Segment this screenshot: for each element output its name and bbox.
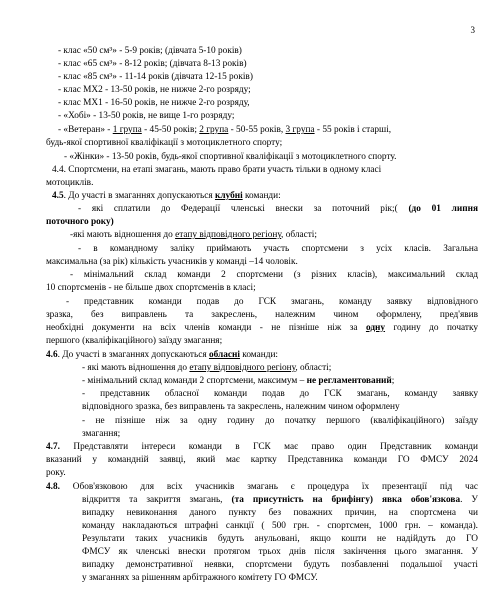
para-4-8-cont1: відкриття та закриття змагань, (та присутність на брифінгу) явка обов'язкова. У: [82, 495, 478, 505]
class-50: - клас «50 см³» - 5-9 років; (дівчата 5-10 років): [58, 46, 242, 56]
para-4-6-item-d-cont: змагання;: [82, 429, 121, 439]
para-4-5-item-a: - які сплатили до Федерації членські внески за поточний рік;( (до 01 липня: [78, 204, 478, 214]
para-4-5-item-e-cont2: необхідні документи на всіх членів команди - не пізніше ніж за одну годину до початку: [46, 323, 478, 333]
para-4-8-cont3: команду накладаються штрафні санкції ( 500 грн. - спортсмен, 1000 грн. – команда).: [82, 521, 478, 531]
para-4-8: 4.8. Обов'язковою для всіх учасників змагань є процедура їх презентації під час: [46, 482, 478, 492]
page-number: 3: [470, 25, 475, 35]
para-4-6-item-b: - мінімальний склад команди 2 спортсмени, максимум – не регламентований;: [82, 376, 395, 386]
para-4-4: 4.4. Спортсмени, на етапі змагань, мають право брати участь тільки в одному класі: [52, 165, 382, 175]
para-4-6-item-d: - не пізніше ніж за одну годину до початку першого (кваліфікаційного) заїзду: [82, 416, 478, 426]
para-4-8-cont6: випадку демонстративної неявки, спортсмени будуть позбавленні подальшої участі: [82, 560, 478, 570]
para-4-5-item-c-cont: максимальна (за рік) кількість учасників у команді –14 чоловік.: [46, 257, 298, 267]
para-4-5-item-c: - в командному заліку приймають участь спортсмени з усіх класів. Загальна: [78, 244, 478, 254]
para-4-6-item-a: - які мають відношення до етапу відповідного регіону, області;: [82, 363, 332, 373]
para-4-8-cont4: Результати таких учасників будуть анульовані, якщо кошти не надійдуть до ГО: [82, 534, 478, 544]
class-mx2: - клас МХ2 - 13-50 років, не нижче 2-го розряду;: [58, 85, 251, 95]
class-65: - клас «65 см³» - 8-12 років; (дівчата 8-13 років): [58, 59, 247, 69]
para-4-8-cont2: випадку невиконання даного пункту без поважних причин, на спортсмена чи: [82, 508, 478, 518]
class-mx1: - клас МХ1 - 16-50 років, не нижче 2-го розряду,: [58, 98, 250, 108]
para-4-8-cont7: у змаганнях за рішенням арбітражного комітету ГО ФМСУ.: [82, 573, 318, 583]
para-4-7-cont2: року.: [46, 468, 66, 478]
para-4-5-heading: 4.5. До участі в змаганнях допускаються клубні команди:: [52, 191, 281, 201]
class-veteran: - «Ветеран» - 1 група - 45-50 років; 2 група - 50-55 років, 3 група - 55 років і старші,: [58, 125, 392, 135]
para-4-5-item-a-cont: поточного року): [46, 217, 114, 227]
para-4-5-item-e-cont3: першого (кваліфікаційного) заїзду змагання;: [46, 336, 223, 346]
para-4-7-cont1: вказаний у командній заявці, який має картку Представника команди ГО ФМСУ 2024: [46, 455, 478, 465]
class-veteran-cont: будь-якої спортивної кваліфікації з мотоциклетного спорту;: [46, 138, 283, 148]
para-4-5-item-e-cont1: зразка, без виправлень та закреслень, належним чином оформлену, пред'явив: [46, 310, 478, 320]
para-4-7: 4.7. Представляти інтереси команди в ГСК має право один Представник команди: [46, 442, 478, 452]
para-4-6-heading: 4.6. До участі в змаганнях допускаються обласні команди:: [46, 350, 279, 360]
para-4-8-cont5: ФМСУ як членські внески протягом трьох днів після закінчення цього змагання. У: [82, 547, 478, 557]
para-4-5-item-b: -які мають відношення до етапу відповідного регіону, області;: [70, 230, 317, 240]
class-85: - клас «85 см³» - 11-14 років (дівчата 12-15 років): [58, 72, 253, 82]
para-4-4-cont: мотоциклів.: [46, 178, 94, 188]
para-4-6-item-c-cont: відповідного зразка, без виправлень та закреслень, належним чином оформлену: [82, 402, 400, 412]
para-4-5-item-d-cont: 10 спортсменів - не більше двох спортсменів в класі;: [46, 283, 256, 293]
para-4-5-item-d: - мінімальний склад команди 2 спортсмени (з різних класів), максимальний склад: [70, 270, 478, 280]
class-hobby: - «Хобі» - 13-50 років, не вище 1-го розряду;: [58, 111, 235, 121]
para-4-5-item-e: - представник команди подав до ГСК змагань, команду заявку відповідного: [66, 297, 478, 307]
class-women: - «Жінки» - 13-50 років, будь-якої спортивної кваліфікації з мотоциклетного спорту.: [64, 152, 397, 162]
para-4-6-item-c: - представник обласної команди подав до ГСК змагань, команду заявку: [82, 389, 478, 399]
